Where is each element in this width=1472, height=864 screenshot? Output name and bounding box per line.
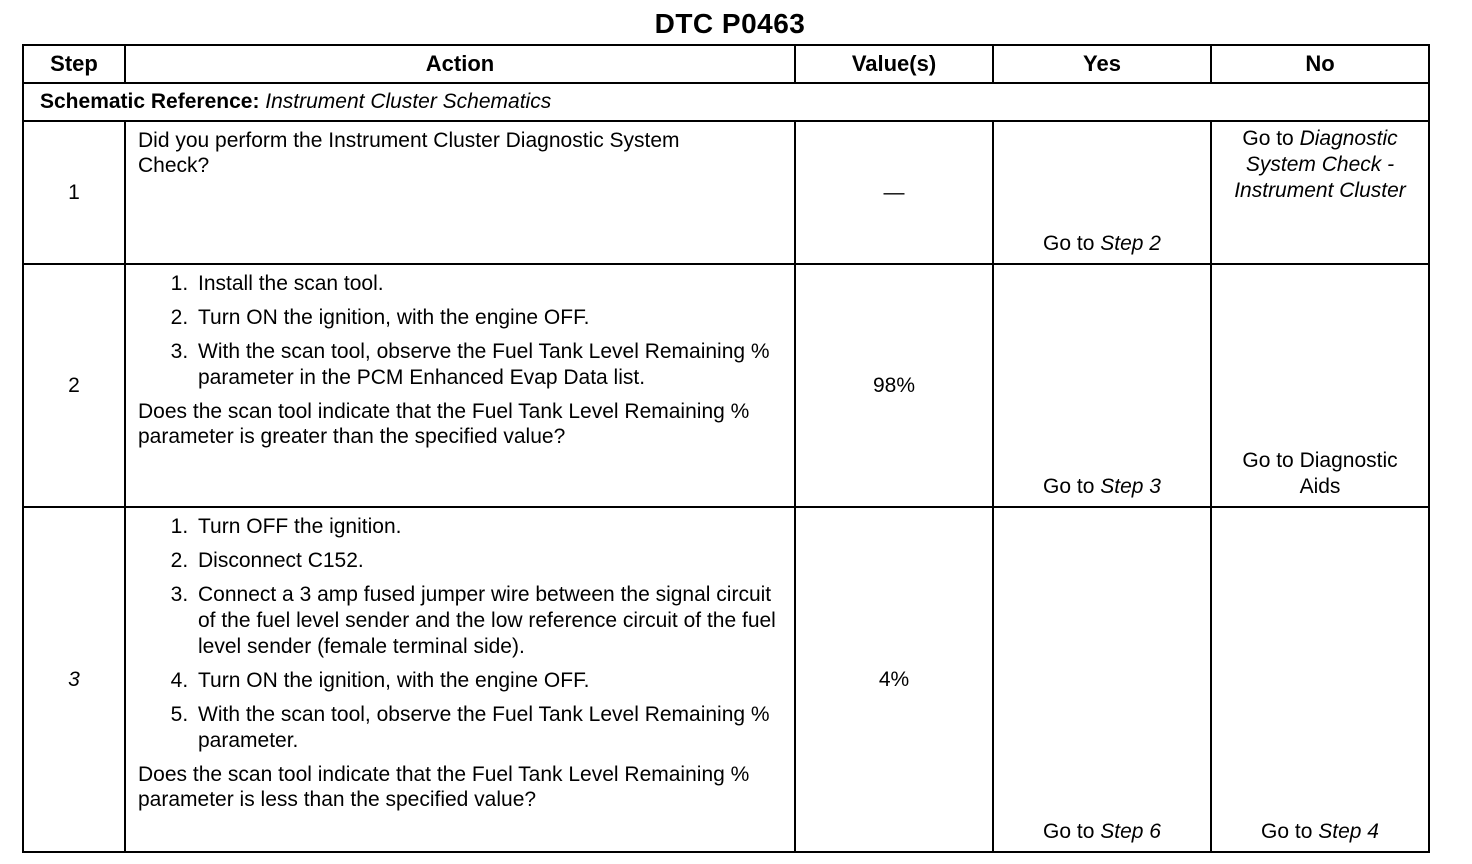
no-cell <box>1211 121 1429 264</box>
action-question: Does the scan tool indicate that the Fuel Tank Level Remaining % parameter is greater than the specified value? <box>138 400 750 448</box>
yes-prefix: Go to <box>1043 232 1101 255</box>
diagnostic-table <box>22 44 1430 853</box>
action-steps <box>138 271 784 391</box>
yes-link[interactable]: Step 6 <box>1100 820 1161 843</box>
value-cell: 98% <box>795 264 993 507</box>
step-number: 3 <box>23 507 125 852</box>
schematic-reference <box>23 83 1429 121</box>
action-steps <box>138 514 784 754</box>
action-cell <box>125 264 795 507</box>
yes-cell <box>993 507 1211 852</box>
action-cell <box>125 507 795 852</box>
action-step: 3. With the scan tool, observe the Fuel Tank Level Remaining % parameter in the PCM Enhanced Evap Data list. <box>194 339 784 391</box>
action-step: 5. With the scan tool, observe the Fuel Tank Level Remaining % parameter. <box>194 702 784 754</box>
header-values: Value(s) <box>795 45 993 83</box>
yes-prefix: Go to <box>1043 820 1101 843</box>
no-prefix: Go to <box>1261 820 1319 843</box>
action-cell <box>125 121 795 264</box>
action-step: 1. Turn OFF the ignition. <box>194 514 784 540</box>
action-step: 2. Turn ON the ignition, with the engine OFF. <box>194 305 784 331</box>
yes-link[interactable]: Step 2 <box>1100 232 1161 255</box>
no-link[interactable]: Step 4 <box>1318 820 1379 843</box>
value-cell: — <box>795 121 993 264</box>
table-row <box>23 121 1429 264</box>
yes-prefix: Go to <box>1043 475 1101 498</box>
yes-link[interactable]: Step 3 <box>1100 475 1161 498</box>
step-number: 2 <box>23 264 125 507</box>
step-number: 1 <box>23 121 125 264</box>
no-cell <box>1211 507 1429 852</box>
action-step: 1. Install the scan tool. <box>194 271 784 297</box>
schematic-reference-row <box>23 83 1429 121</box>
header-step: Step <box>23 45 125 83</box>
action-question: Does the scan tool indicate that the Fuel Tank Level Remaining % parameter is less than the specified value? <box>138 763 750 811</box>
no-link[interactable]: Go to Diagnostic Aids <box>1242 449 1398 498</box>
table-row <box>23 264 1429 507</box>
action-step: 3. Connect a 3 amp fused jumper wire between the signal circuit of the fuel level sender and the low reference circuit of the fuel level sender (female terminal side). <box>194 582 784 660</box>
action-step: 4. Turn ON the ignition, with the engine OFF. <box>194 668 784 694</box>
no-prefix: Go to <box>1242 127 1300 150</box>
header-action: Action <box>125 45 795 83</box>
schematic-link[interactable]: Instrument Cluster Schematics <box>265 90 552 113</box>
yes-cell <box>993 264 1211 507</box>
page-title: DTC P0463 <box>654 8 806 39</box>
no-cell <box>1211 264 1429 507</box>
value-cell: 4% <box>795 507 993 852</box>
header-row <box>23 45 1429 83</box>
table-row <box>23 507 1429 852</box>
action-question: Did you perform the Instrument Cluster Diagnostic System Check? <box>138 129 680 177</box>
yes-cell <box>993 121 1211 264</box>
schematic-label: Schematic Reference: <box>40 90 260 113</box>
header-no: No <box>1211 45 1429 83</box>
no-link[interactable]: Diagnostic System Check - Instrument Cluster <box>1234 127 1406 202</box>
action-step: 2. Disconnect C152. <box>194 548 784 574</box>
header-yes: Yes <box>993 45 1211 83</box>
